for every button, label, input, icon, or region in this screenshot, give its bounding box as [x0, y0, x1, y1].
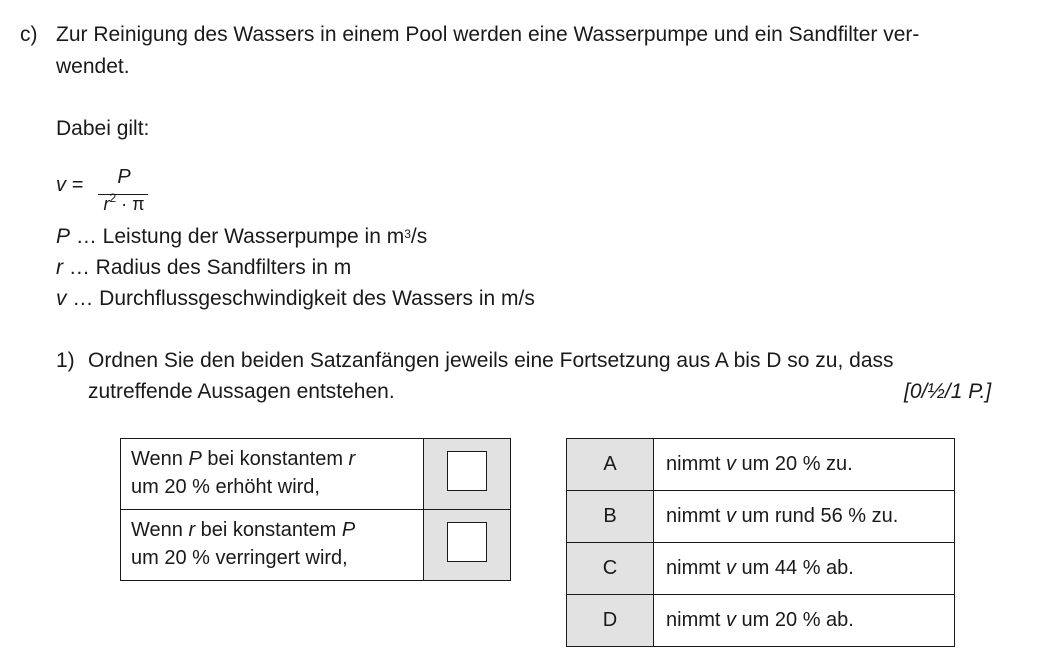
statement-row: [121, 439, 511, 510]
legend-text: … Durchflussgeschwindigkeit des Wassers in m/s: [66, 287, 535, 310]
denominator-exponent: 2: [109, 191, 117, 205]
option-row: [567, 439, 955, 491]
option-pre: nimmt: [666, 609, 726, 631]
denominator-r: r: [103, 194, 110, 214]
legend-text: … Radius des Sandfilters in m: [63, 256, 352, 279]
option-text: [654, 491, 955, 543]
option-post: um rund 56 % zu.: [736, 505, 899, 527]
option-text: [654, 439, 955, 491]
answer-cell: [424, 439, 511, 510]
statement-var: r: [348, 448, 356, 470]
legend-sup: 3: [404, 227, 411, 241]
option-row: [567, 491, 955, 543]
formula-numerator: P: [117, 166, 131, 188]
option-text: [654, 543, 955, 595]
options-table: [566, 438, 955, 647]
statement-var: r: [188, 519, 196, 541]
legend-item-r: [56, 253, 351, 283]
option-letter: D: [567, 595, 654, 647]
legend-symbol: P: [56, 225, 71, 248]
formula-denominator: [96, 191, 152, 215]
option-letter: B: [567, 491, 654, 543]
answer-box-1[interactable]: [447, 451, 487, 491]
option-text: [654, 595, 955, 647]
option-pre: nimmt: [666, 557, 726, 579]
answer-cell: [424, 510, 511, 581]
statement-line2: um 20 % erhöht wird,: [131, 476, 320, 498]
statement-mid: bei konstantem: [201, 448, 349, 470]
option-post: um 44 % ab.: [736, 557, 854, 579]
statements-table: [120, 438, 511, 581]
intro-text-line1: Zur Reinigung des Wassers in einem Pool werden eine Wasserpumpe und ein Sandfilter ver-: [56, 23, 920, 46]
option-row: [567, 543, 955, 595]
statement-pre: Wenn: [131, 519, 189, 541]
task-label: c): [20, 23, 38, 46]
option-pre: nimmt: [666, 505, 726, 527]
option-letter: A: [567, 439, 654, 491]
legend-symbol: v: [56, 287, 67, 310]
denominator-rest: · π: [116, 194, 145, 214]
legend-symbol: r: [56, 256, 63, 279]
option-var: v: [726, 505, 736, 527]
option-var: v: [726, 609, 736, 631]
formula-lhs: v =: [56, 174, 84, 196]
statement-text: [121, 439, 424, 510]
option-pre: nimmt: [666, 453, 726, 475]
statement-var: P: [341, 519, 356, 541]
given-label: Dabei gilt:: [56, 117, 150, 140]
legend-item-v: [56, 284, 535, 314]
statement-var: P: [188, 448, 202, 470]
option-var: v: [726, 453, 736, 475]
intro-text-line2: wendet.: [56, 55, 130, 78]
legend-item-p: [56, 222, 427, 252]
question-text-line1: Ordnen Sie den beiden Satzanfängen jeweils eine Fortsetzung aus A bis D so zu, dass: [88, 349, 894, 372]
option-post: um 20 % ab.: [736, 609, 854, 631]
question-number: 1): [56, 349, 75, 372]
answer-box-2[interactable]: [447, 522, 487, 562]
option-post: um 20 % zu.: [736, 453, 853, 475]
points-label: [0/½/1 P.]: [904, 380, 992, 403]
question-text-line2: zutreffende Aussagen entstehen.: [88, 380, 395, 403]
option-row: [567, 595, 955, 647]
legend-tail: /s: [410, 225, 428, 248]
statement-text: [121, 510, 424, 581]
statement-row: [121, 510, 511, 581]
statement-line2: um 20 % verringert wird,: [131, 547, 348, 569]
statement-mid: bei konstantem: [195, 519, 342, 541]
legend-text: … Leistung der Wasserpumpe in m: [70, 225, 405, 248]
option-letter: C: [567, 543, 654, 595]
option-var: v: [726, 557, 736, 579]
statement-pre: Wenn: [131, 448, 189, 470]
